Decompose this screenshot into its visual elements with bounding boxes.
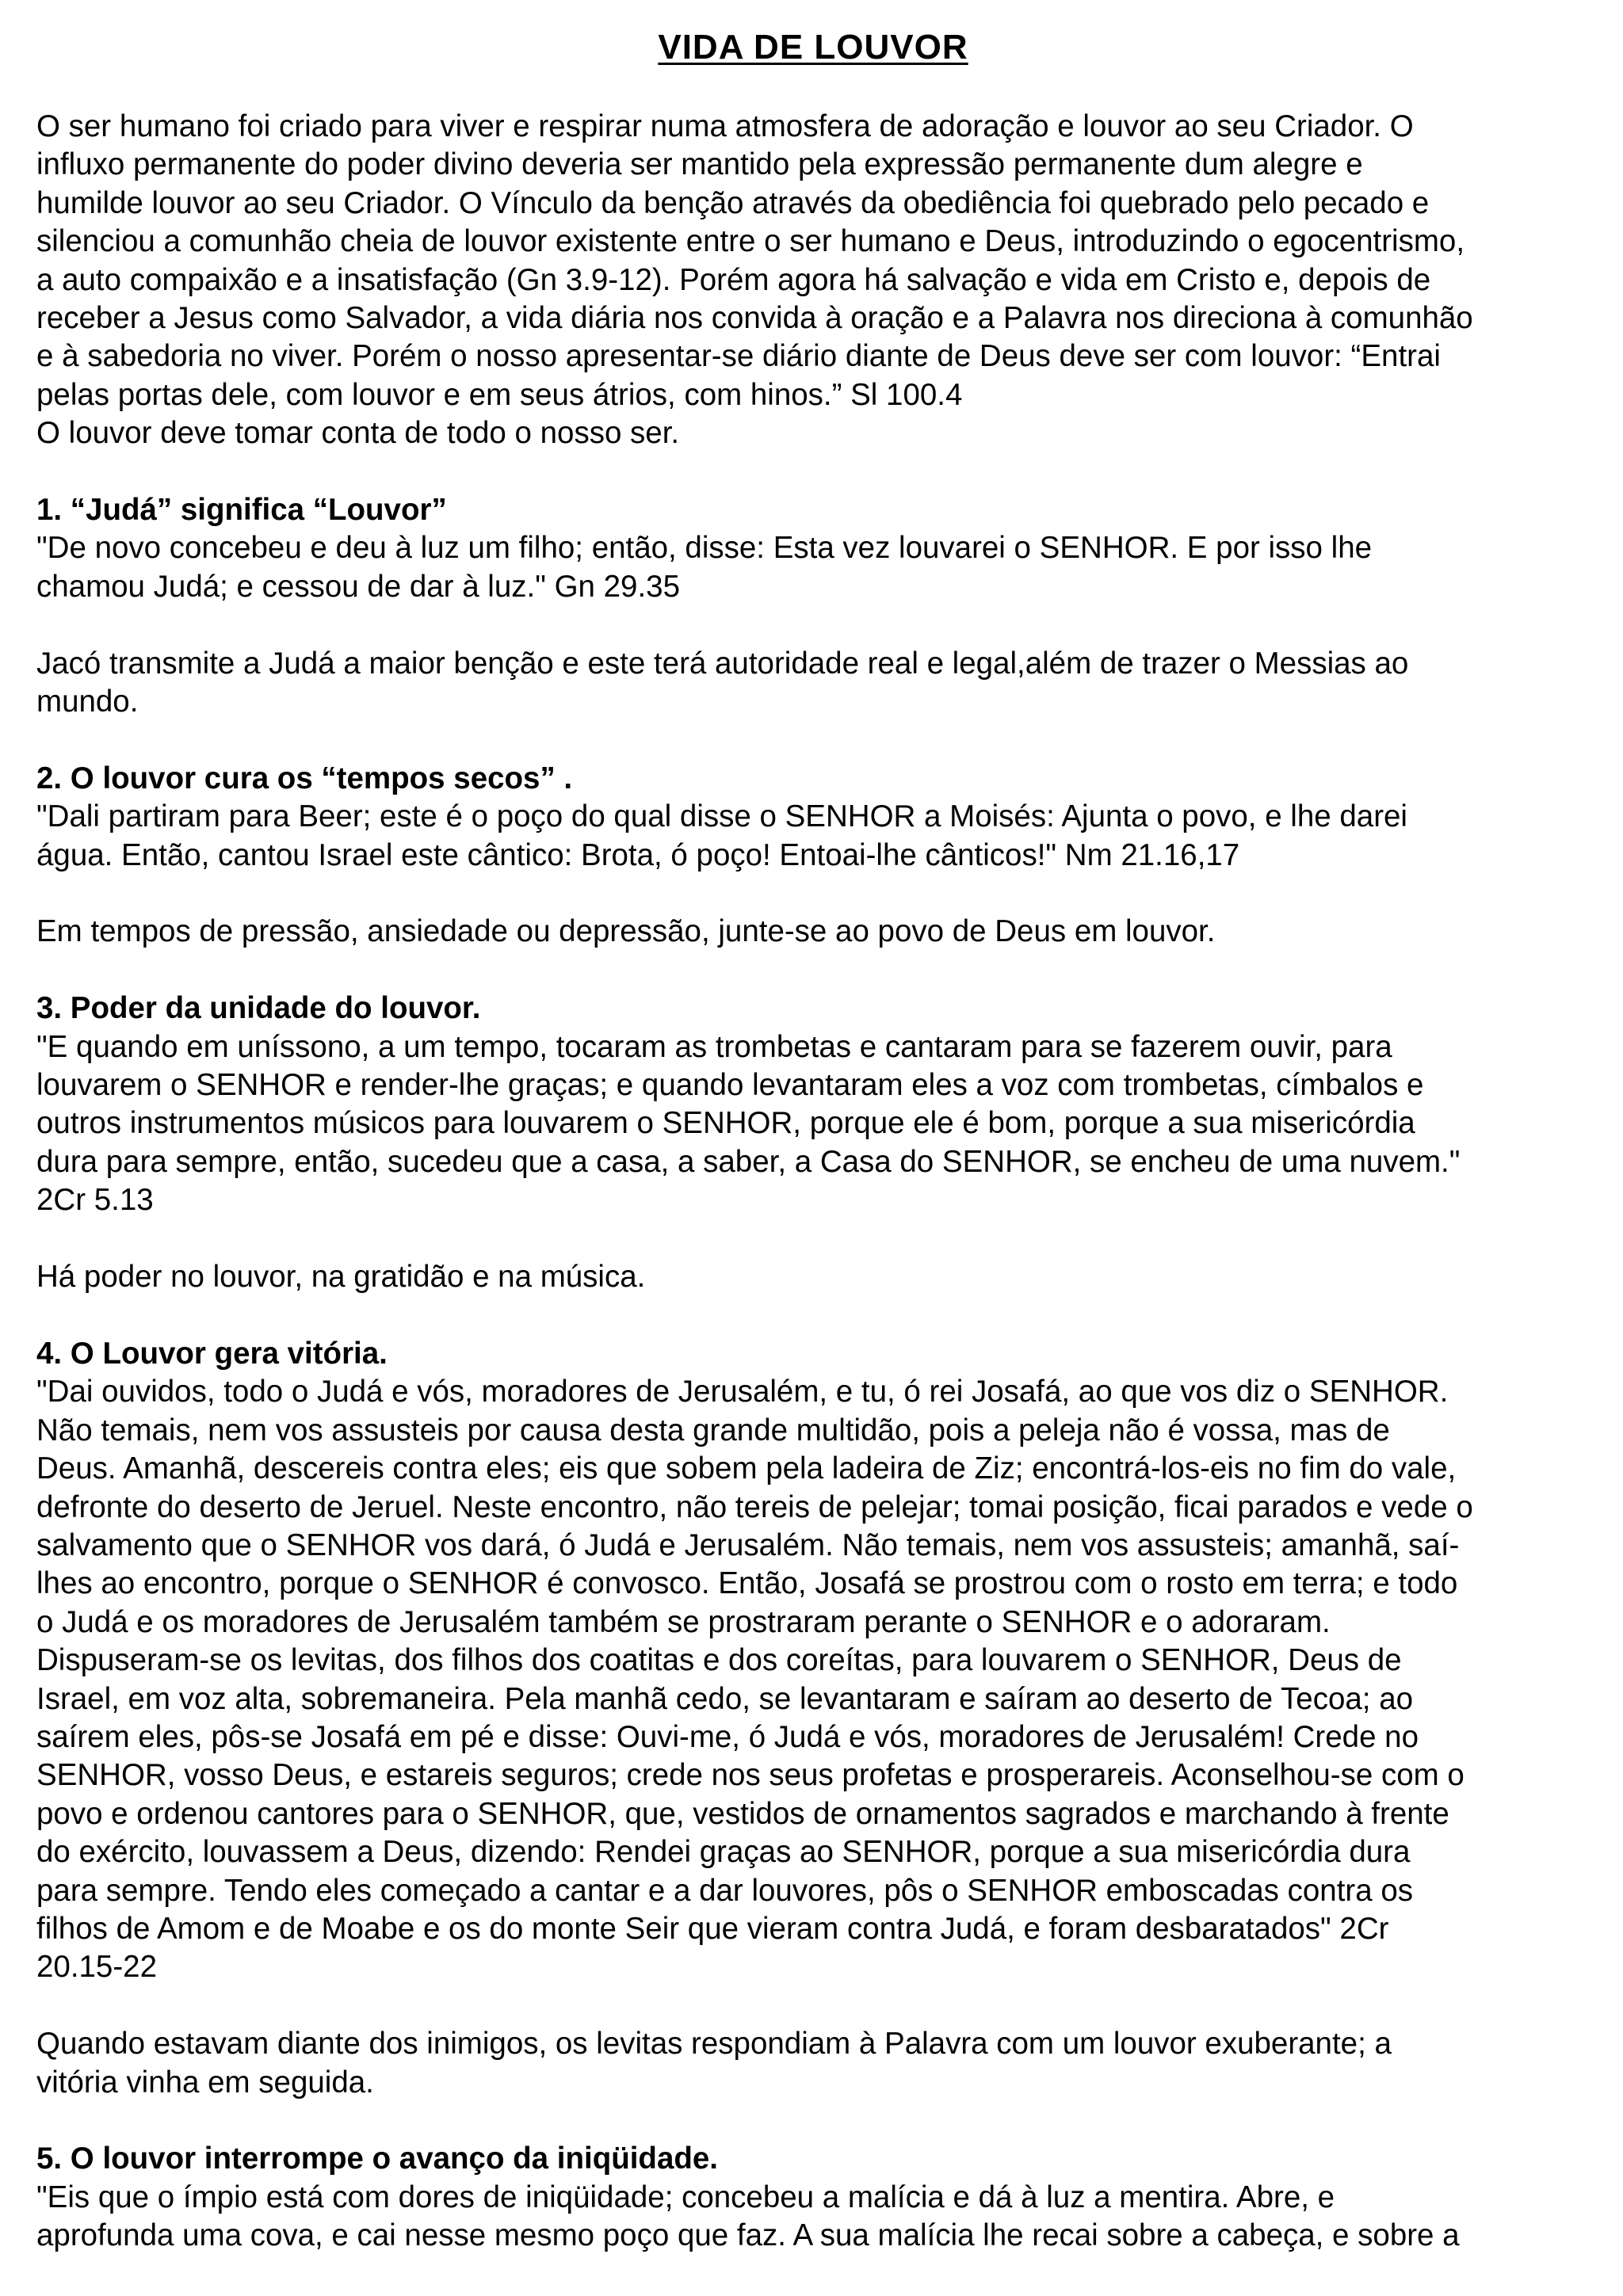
intro-line: O louvor deve tomar conta de todo o nosso ser. (36, 416, 680, 451)
intro-line: pelas portas dele, com louvor e em seus átrios, com hinos.” Sl 100.4 (36, 377, 963, 412)
section-heading: 1. “Judá” significa “Louvor” (36, 493, 447, 528)
quote-line: Israel, em voz alta, sobremaneira. Pela manhã cedo, se levantaram e saíram ao deserto de Tecoa; ao (36, 1681, 1414, 1716)
quote-line: o Judá e os moradores de Jerusalém também se prostraram perante o SENHOR e o adoraram. (36, 1604, 1331, 1639)
quote-line: louvarem o SENHOR e render-lhe graças; e quando levantaram eles a voz com trombetas, címbalos e (36, 1068, 1424, 1103)
section-1 (36, 491, 1590, 721)
paragraph-gap (36, 1297, 1590, 1335)
quote-line: SENHOR, vosso Deus, e estareis seguros; crede nos seus profetas e prosperareis. Aconselhou-se com o (36, 1758, 1465, 1793)
intro-line: O ser humano foi criado para viver e respirar numa atmosfera de adoração e louvor ao seu Criador. O (36, 109, 1414, 143)
quote-line: para sempre. Tendo eles começado a cantar e a dar louvores, pôs o SENHOR emboscadas contra os (36, 1873, 1413, 1908)
intro-line: a auto compaixão e a insatisfação (Gn 3.9-12). Porém agora há salvação e vida em Cristo e, depois de (36, 262, 1431, 297)
comment-line: vitória vinha em seguida. (36, 2065, 374, 2100)
quote-line: Deus. Amanhã, descereis contra eles; eis que sobem pela ladeira de Ziz; encontrá-los-eis no fim do vale, (36, 1451, 1457, 1486)
paragraph-gap (36, 1220, 1590, 1258)
intro-line: humilde louvor ao seu Criador. O Vínculo da benção através da obediência foi quebrado pelo pecado e (36, 185, 1430, 220)
comment-line: Em tempos de pressão, ansiedade ou depressão, junte-se ao povo de Deus em louvor. (36, 914, 1216, 949)
document-page (36, 22, 1590, 2256)
quote-line: 20.15-22 (36, 1950, 157, 1985)
section-heading: 3. Poder da unidade do louvor. (36, 991, 481, 1026)
comment-line: mundo. (36, 685, 139, 719)
quote-line: água. Então, cantou Israel este cântico: Brota, ó poço! Entoai-lhe cânticos!" Nm 21.16,17 (36, 837, 1240, 872)
quote-line: Não temais, nem vos assusteis por causa desta grande multidão, pois a peleja não é vossa, mas de (36, 1413, 1390, 1447)
quote-line: defronte do deserto de Jeruel. Neste encontro, não tereis de pelejar; tomai posição, ficai parados e vede o (36, 1489, 1473, 1524)
section-4 (36, 1335, 1590, 2102)
intro-line: influxo permanente do poder divino deveria ser mantido pela expressão permanente dum alegre e (36, 147, 1363, 182)
quote-line: chamou Judá; e cessou de dar à luz." Gn 29.35 (36, 569, 680, 604)
document-title: VIDA DE LOUVOR (658, 28, 968, 67)
quote-line: dura para sempre, então, sucedeu que a casa, a saber, a Casa do SENHOR, se encheu de uma nuvem." (36, 1144, 1461, 1179)
quote-line: outros instrumentos músicos para louvarem o SENHOR, porque ele é bom, porque a sua misericórdia (36, 1106, 1415, 1141)
paragraph-gap (36, 1987, 1590, 2025)
quote-line: "Dali partiram para Beer; este é o poço do qual disse o SENHOR a Moisés: Ajunta o povo, e lhe darei (36, 799, 1407, 834)
intro-line: receber a Jesus como Salvador, a vida diária nos convida à oração e a Palavra nos direciona à comunhão (36, 301, 1473, 336)
section-heading: 4. O Louvor gera vitória. (36, 1336, 388, 1371)
paragraph-gap (36, 453, 1590, 491)
quote-line: salvamento que o SENHOR vos dará, ó Judá e Jerusalém. Não temais, nem vos assusteis; amanhã, saí- (36, 1527, 1460, 1562)
quote-line: aprofunda uma cova, e cai nesse mesmo poço que faz. A sua malícia lhe recai sobre a cabeça, e sobre a (36, 2218, 1460, 2253)
comment-line: Quando estavam diante dos inimigos, os levitas respondiam à Palavra com um louvor exuberante; a (36, 2027, 1392, 2061)
intro-paragraph (36, 108, 1590, 453)
quote-line: "Eis que o ímpio está com dores de iniqüidade; concebeu a malícia e dá à luz a mentira. Abre, e (36, 2180, 1335, 2214)
paragraph-gap (36, 2102, 1590, 2140)
quote-line: 2Cr 5.13 (36, 1183, 154, 1218)
quote-line: filhos de Amom e de Moabe e os do monte Seir que vieram contra Judá, e foram desbaratados" 2Cr (36, 1911, 1389, 1946)
quote-line: lhes ao encontro, porque o SENHOR é convosco. Então, Josafá se prostrou com o rosto em terra; e todo (36, 1566, 1458, 1601)
quote-line: "E quando em uníssono, a um tempo, tocaram as trombetas e cantaram para se fazerem ouvir, para (36, 1029, 1392, 1064)
quote-line: do exército, louvassem a Deus, dizendo: Rendei graças ao SENHOR, porque a sua misericórdia dura (36, 1835, 1411, 1870)
quote-line: povo e ordenou cantores para o SENHOR, que, vestidos de ornamentos sagrados e marchando à frente (36, 1796, 1449, 1831)
section-2 (36, 760, 1590, 952)
paragraph-gap (36, 606, 1590, 644)
intro-line: e à sabedoria no viver. Porém o nosso apresentar-se diário diante de Deus deve ser com louvor: “Entrai (36, 339, 1441, 374)
comment-line: Jacó transmite a Judá a maior benção e este terá autoridade real e legal,além de trazer o Messias ao (36, 646, 1409, 681)
quote-line: saírem eles, pôs-se Josafá em pé e disse: Ouvi-me, ó Judá e vós, moradores de Jerusalém! Crede no (36, 1719, 1419, 1754)
section-5 (36, 2140, 1590, 2255)
paragraph-gap (36, 721, 1590, 759)
section-heading: 5. O louvor interrompe o avanço da iniqüidade. (36, 2142, 718, 2176)
quote-line: Dispuseram-se os levitas, dos filhos dos coatitas e dos coreítas, para louvarem o SENHOR, Deus de (36, 1643, 1402, 1678)
intro-line: silenciou a comunhão cheia de louvor existente entre o ser humano e Deus, introduzindo o egocentrismo, (36, 224, 1465, 259)
section-3 (36, 990, 1590, 1296)
paragraph-gap (36, 952, 1590, 990)
section-heading: 2. O louvor cura os “tempos secos” . (36, 761, 573, 795)
quote-line: "Dai ouvidos, todo o Judá e vós, moradores de Jerusalém, e tu, ó rei Josafá, ao que vos diz o SENHOR. (36, 1375, 1449, 1409)
comment-line: Há poder no louvor, na gratidão e na música. (36, 1260, 646, 1295)
quote-line: "De novo concebeu e deu à luz um filho; então, disse: Esta vez louvarei o SENHOR. E por isso lhe (36, 531, 1373, 566)
paragraph-gap (36, 875, 1590, 913)
